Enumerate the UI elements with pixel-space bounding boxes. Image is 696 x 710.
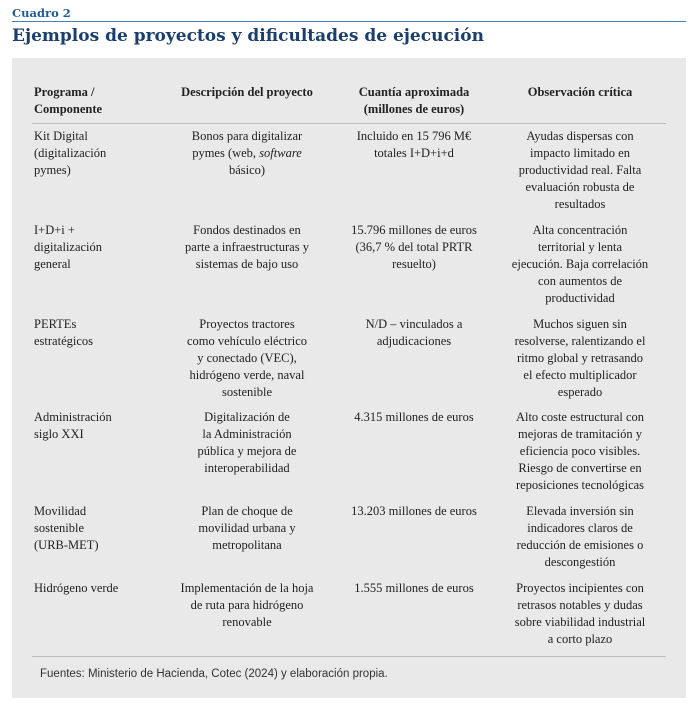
cell-descripcion: Implementación de la hoja de ruta para hidrógeno renovable [180, 581, 314, 629]
cell-programa: I+D+i + digitalización general [34, 223, 103, 271]
title-rule [12, 21, 686, 22]
cell-descripcion: Fondos destinados en parte a infraestructuras y sistemas de bajo uso [185, 223, 309, 271]
cell-observacion: Alto coste estructural con mejoras de tramitación y eficiencia poco visibles. Riesgo de convertirse en reposiciones tecnológicas [515, 410, 645, 492]
cell-observacion: Muchos siguen sin resolverse, ralentizando el ritmo global y retrasando el efecto multiplicador esperado [514, 317, 646, 399]
footer-divider [32, 656, 666, 657]
table-panel [12, 58, 686, 698]
cell-descripcion: Plan de choque de movilidad urbana y metropolitana [198, 504, 296, 552]
cell-cuantia: 13.203 millones de euros [351, 504, 477, 518]
cell-cuantia: N/D – vinculados a adjudicaciones [365, 317, 463, 348]
cell-programa: PERTEs estratégicos [34, 317, 94, 348]
cell-descripcion: Digitalización de la Administración pública y mejora de interoperabilidad [197, 410, 297, 475]
cell-programa: Administración siglo XXI [34, 410, 112, 441]
header-descripcion: Descripción del proyecto [181, 85, 313, 99]
cell-programa: Kit Digital (digitalización pymes) [34, 129, 107, 177]
cell-cuantia: 4.315 millones de euros [354, 410, 474, 424]
cell-programa: Movilidad sostenible (URB-MET) [34, 504, 99, 552]
header-programa: Programa / Componente [34, 85, 103, 116]
cell-observacion: Ayudas dispersas con impacto limitado en productividad real. Falta evaluación robusta de resultados [518, 129, 642, 211]
header-divider [32, 123, 666, 124]
cell-descripcion: Bonos para digitalizar pymes (web, software básico) [191, 129, 303, 177]
page-title: Ejemplos de proyectos y dificultades de ejecución [12, 26, 484, 46]
cell-cuantia: 1.555 millones de euros [354, 581, 474, 595]
source-note: Fuentes: Ministerio de Hacienda, Cotec (2024) y elaboración propia. [40, 668, 388, 680]
cell-programa: Hidrógeno verde [34, 581, 119, 595]
cell-observacion: Alta concentración territorial y lenta ejecución. Baja correlación con aumentos de productividad [511, 223, 649, 305]
header-observacion: Observación crítica [527, 85, 633, 99]
cell-cuantia: Incluido en 15 796 M€ totales I+D+i+d [356, 129, 472, 160]
cell-cuantia: 15.796 millones de euros (36,7 % del total PRTR resuelto) [351, 223, 477, 271]
cell-observacion: Elevada inversión sin indicadores claros de reducción de emisiones o descongestión [516, 504, 644, 569]
cell-observacion: Proyectos incipientes con retrasos notables y dudas sobre viabilidad industrial a corto plazo [514, 581, 646, 646]
cell-descripcion: Proyectos tractores como vehículo eléctrico y conectado (VEC), hidrógeno verde, naval sostenible [186, 317, 308, 399]
table-label: Cuadro 2 [12, 6, 71, 20]
header-cuantia: Cuantía aproximada (millones de euros) [358, 85, 470, 116]
